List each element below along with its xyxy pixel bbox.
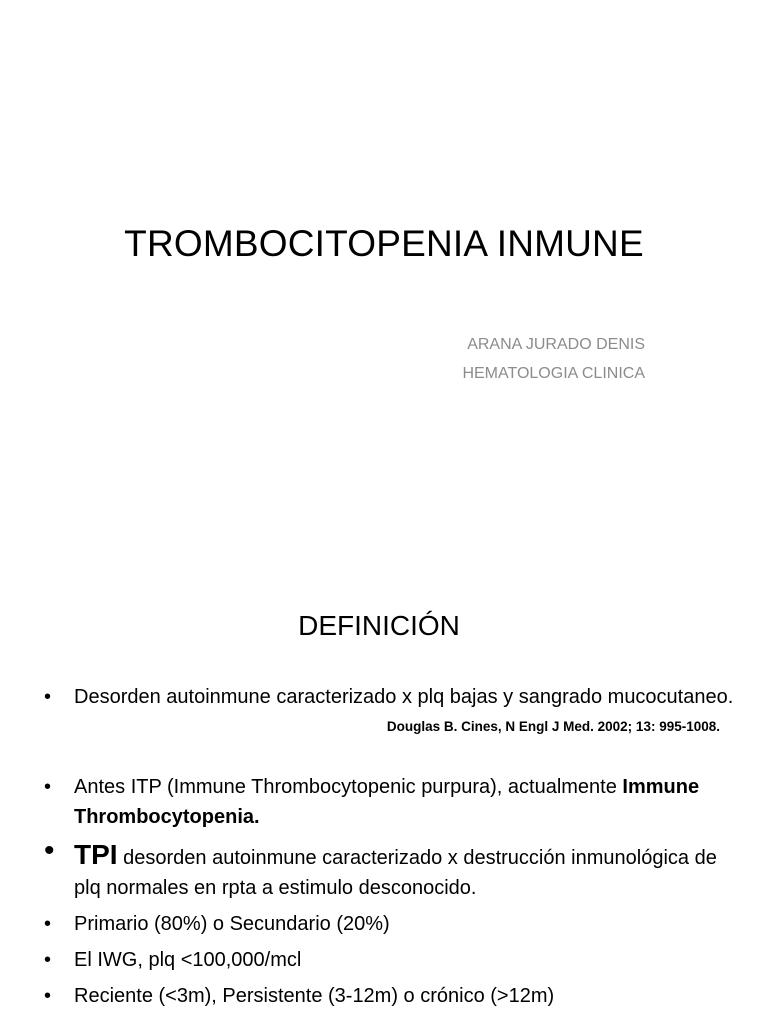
bullet-lead-term: TPI	[74, 839, 118, 870]
citation: Douglas B. Cines, N Engl J Med. 2002; 13: 995-1008.	[386, 719, 720, 734]
list-item	[44, 772, 744, 832]
bullet-list	[44, 682, 744, 1011]
bullet-text: Desorden autoinmune caracterizado x plq bajas y sangrado mucocutaneo.	[74, 686, 734, 708]
bullet-icon: •	[44, 985, 52, 1007]
author-name: ARANA JURADO DENIS	[467, 336, 645, 353]
bullet-bold-text: Immune Thrombocytopenia.	[74, 776, 700, 828]
bullet-icon: •	[44, 913, 52, 935]
bullet-icon: •	[44, 686, 52, 708]
section-title: DEFINICIÓN	[298, 610, 460, 641]
presentation-title: TROMBOCITOPENIA INMUNE	[124, 223, 644, 264]
list-item	[44, 945, 744, 975]
bullet-icon: •	[44, 834, 55, 867]
bullet-text: El IWG, plq <100,000/mcl	[74, 949, 302, 971]
list-item	[44, 834, 744, 903]
spacer	[44, 738, 744, 772]
bullet-icon: •	[44, 949, 52, 971]
bullet-icon: •	[44, 776, 52, 798]
department-name: HEMATOLOGIA CLINICA	[462, 365, 645, 382]
bullet-text: Primario (80%) o Secundario (20%)	[74, 913, 390, 935]
bullet-text: desorden autoinmune caracterizado x destrucción inmunológica de plq normales en rpta a estimulo desconocido.	[74, 847, 717, 899]
list-item	[44, 682, 744, 738]
bullet-text: Antes ITP (Immune Thrombocytopenic purpura), actualmente	[74, 776, 617, 798]
definition-slide	[0, 576, 768, 1024]
subtitle-block	[462, 330, 645, 388]
bullet-text: Reciente (<3m), Persistente (3-12m) o crónico (>12m)	[74, 985, 555, 1007]
list-item	[44, 909, 744, 939]
list-item	[44, 981, 744, 1011]
